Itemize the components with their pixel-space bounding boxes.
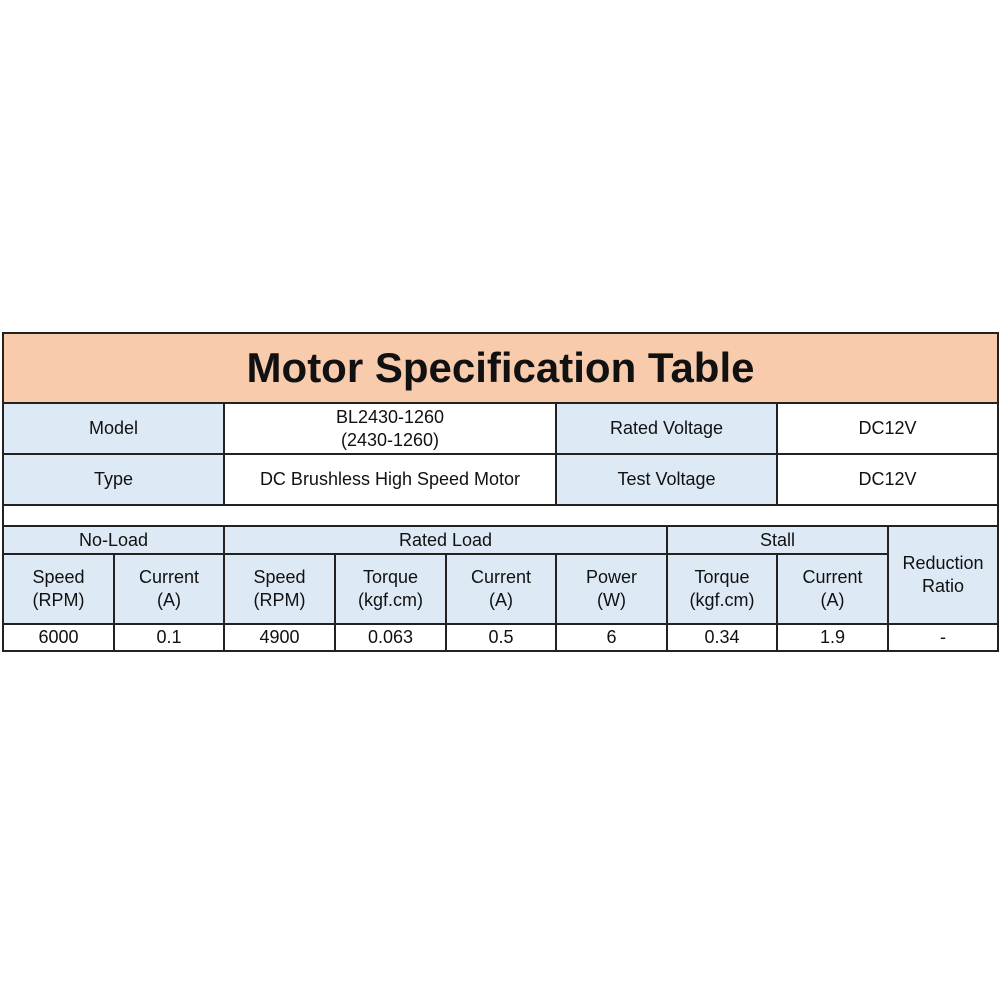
reduction-line1: Reduction xyxy=(902,553,984,573)
model-value xyxy=(224,403,556,454)
model-value-line2: (2430-1260) xyxy=(340,429,440,450)
test-voltage-value: DC12V xyxy=(777,454,998,505)
type-label: Type xyxy=(3,454,224,505)
subheader-line1: Current xyxy=(802,567,863,587)
rated-voltage-label: Rated Voltage xyxy=(556,403,777,454)
type-value: DC Brushless High Speed Motor xyxy=(224,454,556,505)
subheader-no-load-speed xyxy=(3,554,114,624)
subheader-rated-speed xyxy=(224,554,335,624)
subheader-line2: (A) xyxy=(820,590,845,610)
value-stall-current: 1.9 xyxy=(777,624,888,651)
value-no-load-current: 0.1 xyxy=(114,624,224,651)
group-stall: Stall xyxy=(667,526,888,554)
subheader-stall-torque xyxy=(667,554,777,624)
subheader-line1: Power xyxy=(585,567,638,587)
subheader-line2: (A) xyxy=(157,590,181,610)
subheader-no-load-current xyxy=(114,554,224,624)
model-label: Model xyxy=(3,403,224,454)
subheader-line1: Speed xyxy=(253,567,306,587)
subheader-line1: Current xyxy=(138,567,200,587)
rated-voltage-value: DC12V xyxy=(777,403,998,454)
subheader-line2: (W) xyxy=(597,590,626,610)
subheader-rated-power xyxy=(556,554,667,624)
table-title: Motor Specification Table xyxy=(3,333,998,403)
group-rated-load: Rated Load xyxy=(224,526,667,554)
subheader-line2: (kgf.cm) xyxy=(358,590,423,610)
subheader-line1: Speed xyxy=(32,567,85,587)
group-no-load: No-Load xyxy=(3,526,224,554)
test-voltage-label: Test Voltage xyxy=(556,454,777,505)
value-rated-current: 0.5 xyxy=(446,624,556,651)
subheader-line2: (RPM) xyxy=(253,590,306,610)
subheader-stall-current xyxy=(777,554,888,624)
value-rated-torque: 0.063 xyxy=(335,624,446,651)
value-stall-torque: 0.34 xyxy=(667,624,777,651)
subheader-line1: Torque xyxy=(362,567,419,587)
data-row xyxy=(3,624,998,651)
value-rated-power: 6 xyxy=(556,624,667,651)
subheader-line1: Torque xyxy=(694,567,750,587)
motor-spec-table xyxy=(2,332,999,652)
reduction-ratio-header xyxy=(888,526,998,624)
reduction-line2: Ratio xyxy=(922,576,965,596)
subheader-line2: (A) xyxy=(489,590,513,610)
value-reduction-ratio: - xyxy=(888,624,998,651)
subheader-line2: (RPM) xyxy=(32,590,85,610)
value-no-load-speed: 6000 xyxy=(3,624,114,651)
subheader-line2: (kgf.cm) xyxy=(689,590,755,610)
subheader-rated-current xyxy=(446,554,556,624)
model-value-line1: BL2430-1260 xyxy=(335,406,445,427)
subheader-line1: Current xyxy=(470,567,532,587)
value-rated-speed: 4900 xyxy=(224,624,335,651)
subheader-rated-torque xyxy=(335,554,446,624)
spacer-row xyxy=(3,505,998,526)
